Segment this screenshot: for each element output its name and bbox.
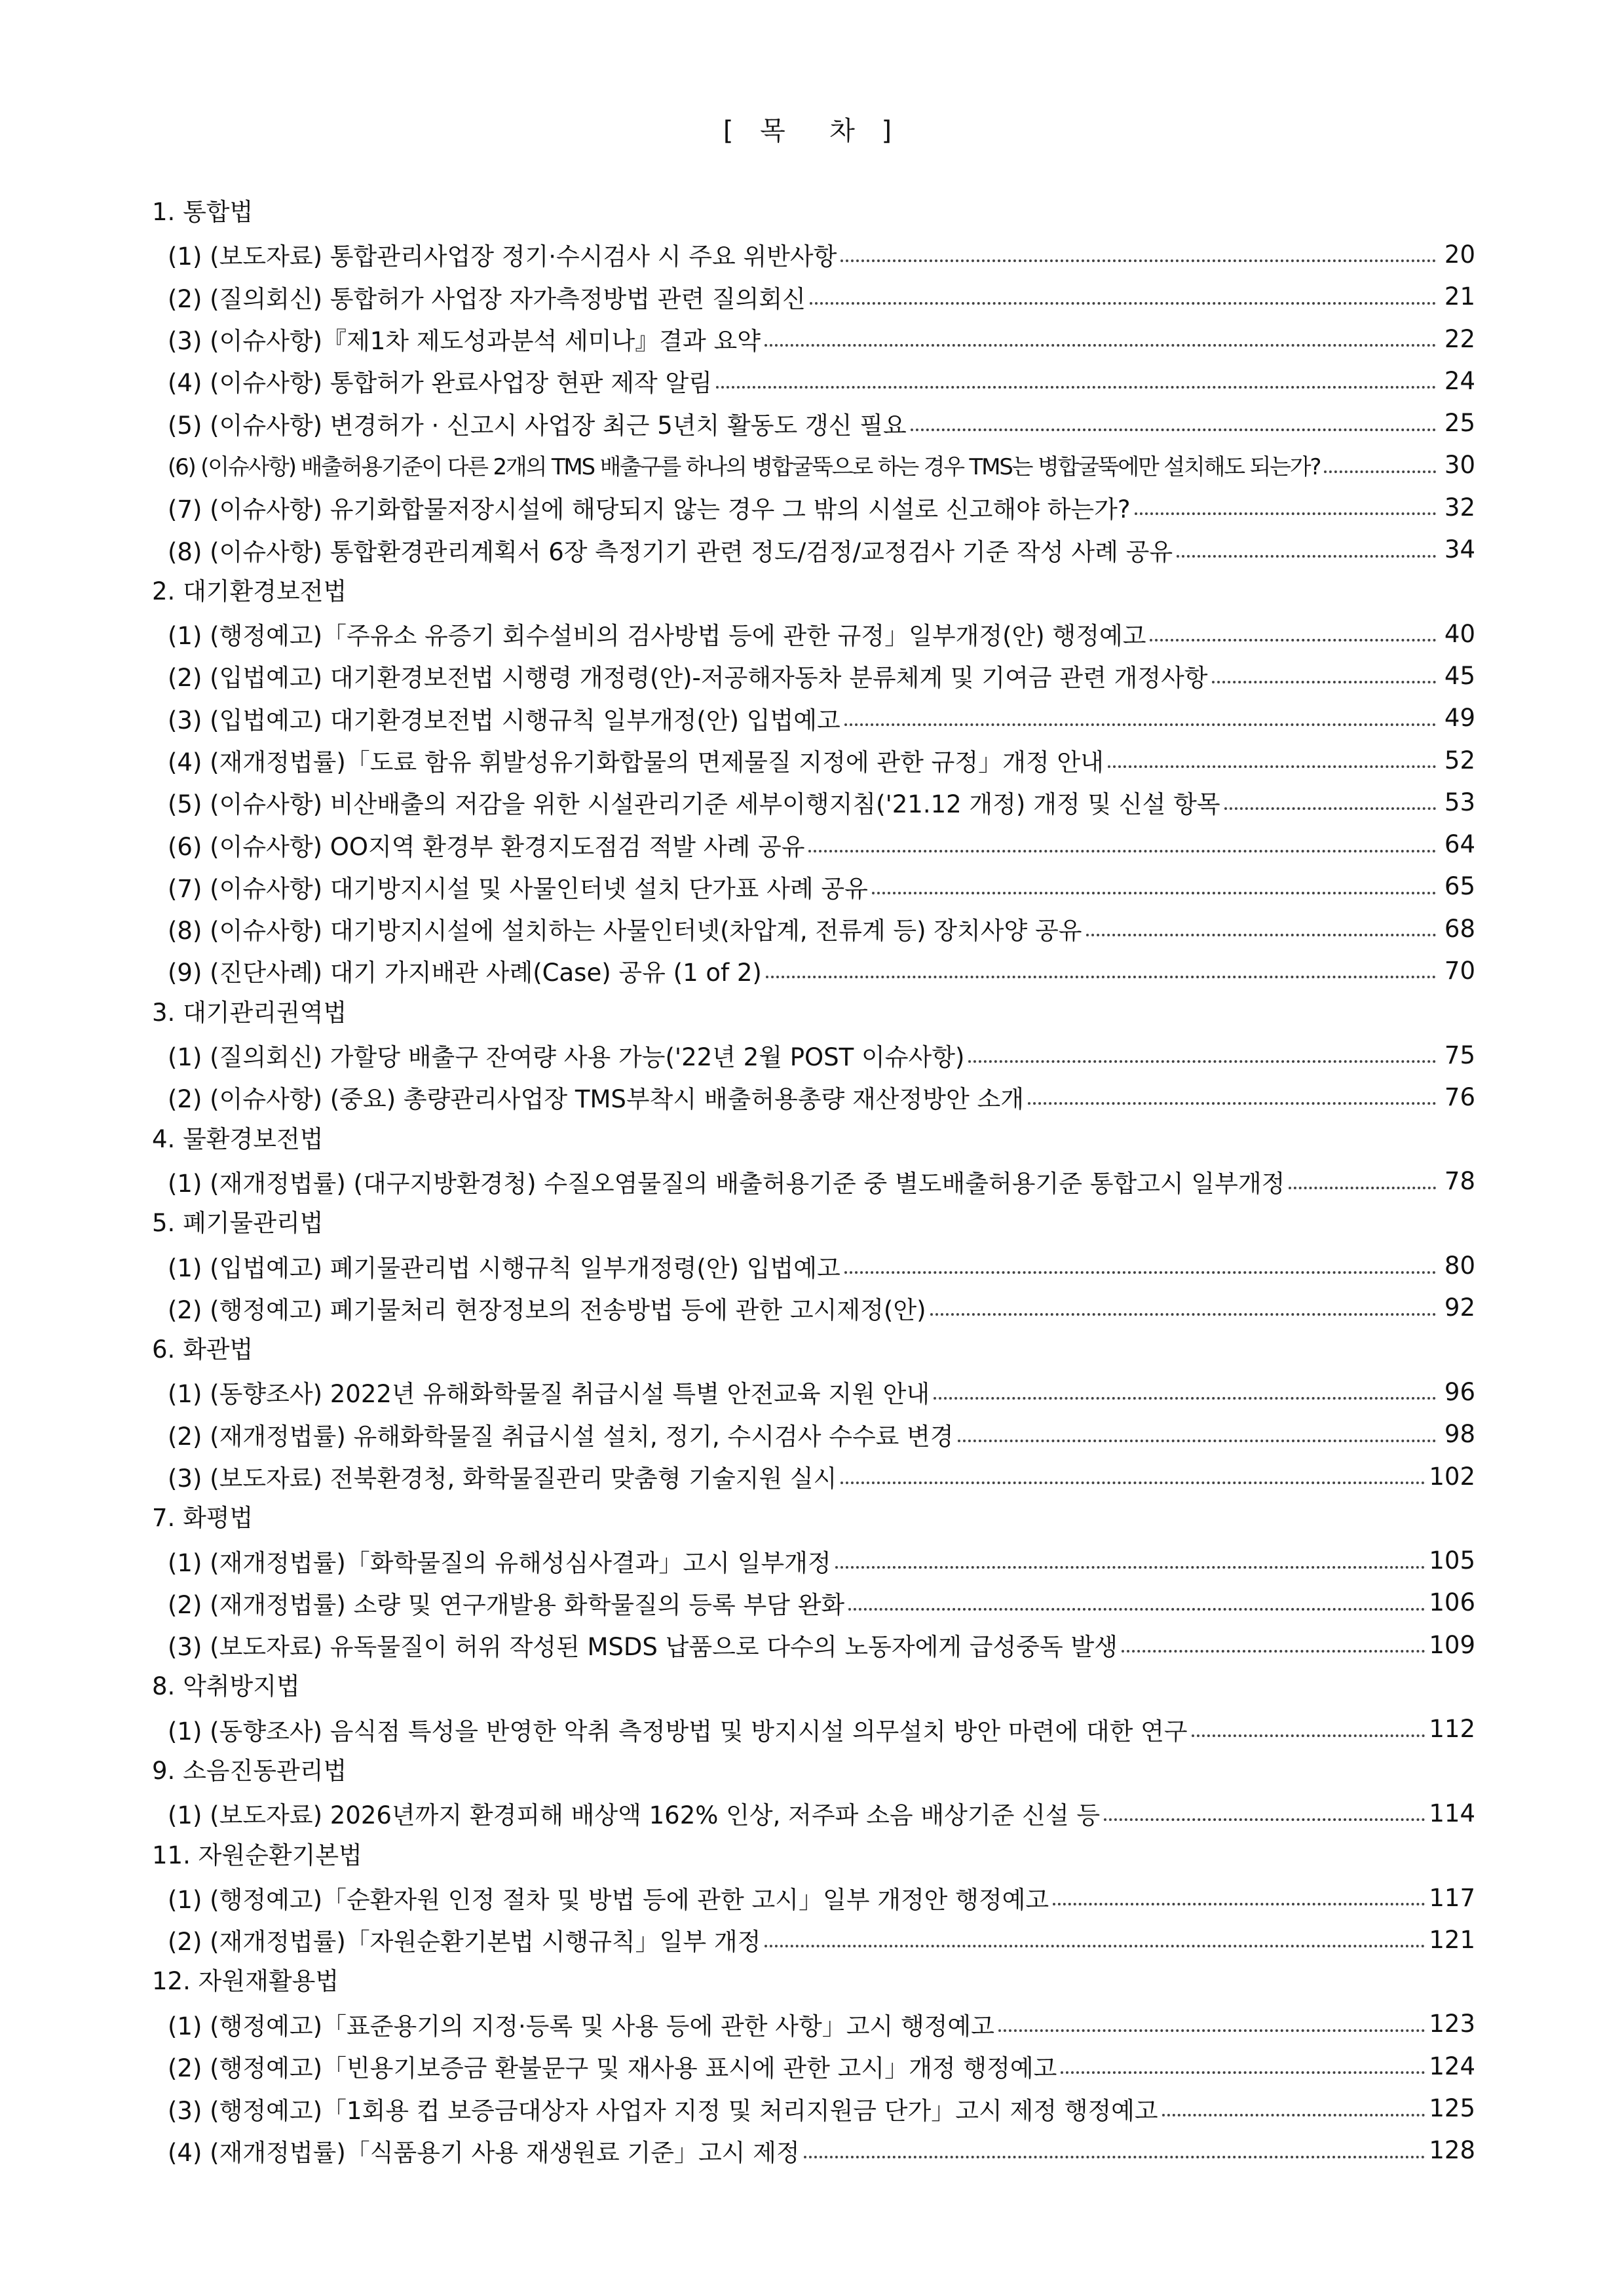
toc-entry-title: (3) (보도자료) 전북환경청, 화학물질관리 맞춤형 기술지원 실시 — [168, 1464, 837, 1493]
toc-entry-page: 102 — [1429, 1462, 1475, 1491]
toc-entry-page: 121 — [1429, 1925, 1475, 1954]
toc-entry-title: (2) (입법예고) 대기환경보전법 시행령 개정령(안)-저공해자동차 분류체계 및 기여금 관련 개정사항 — [168, 664, 1208, 693]
toc-entry-page: 125 — [1429, 2094, 1475, 2122]
dot-leader — [958, 1440, 1436, 1442]
section-heading: 7. 화평법 — [152, 1504, 254, 1533]
toc-entry-title: (1) (입법예고) 폐기물관리법 시행규칙 일부개정령(안) 입법예고 — [168, 1253, 840, 1282]
toc-entry-title: (2) (행정예고)「빈용기보증금 환불문구 및 재사용 표시에 관한 고시」개정 행정예고 — [168, 2054, 1057, 2083]
dot-leader — [1162, 2114, 1426, 2116]
section-heading: 12. 자원재활용법 — [152, 1967, 339, 1996]
dot-leader — [934, 1397, 1436, 1400]
toc-entry-title: (2) (재개정법률) 유해화학물질 취급시설 설치, 정기, 수시검사 수수료 변경 — [168, 1422, 954, 1451]
toc-entry-page: 92 — [1444, 1293, 1475, 1322]
dot-leader — [930, 1313, 1436, 1316]
toc-entry-title: (6) (이슈사항) 배출허용기준이 다른 2개의 TMS 배출구를 하나의 병합굴뚝으로 하는 경우 TMS는 병합굴뚝에만 설치해도 되는가? — [168, 454, 1321, 481]
toc-entry-page: 53 — [1444, 788, 1475, 816]
toc-entry[interactable] — [152, 2087, 1475, 2129]
dot-leader — [1289, 1187, 1436, 1189]
dot-leader — [1324, 470, 1436, 473]
toc-entry[interactable] — [152, 1582, 1475, 1624]
toc-entry[interactable] — [152, 866, 1475, 908]
toc-entry-title: (2) (재개정법률) 소량 및 연구개발용 화학물질의 등록 부담 완화 — [168, 1590, 845, 1619]
toc-entry-title: (9) (진단사례) 대기 가지배관 사례(Case) 공유 (1 of 2) — [168, 959, 762, 987]
toc-entry-page: 128 — [1429, 2136, 1475, 2165]
toc-entry-page: 124 — [1429, 2052, 1475, 2080]
dot-leader — [835, 1566, 1426, 1569]
dot-leader — [1061, 2071, 1425, 2074]
dot-leader — [1177, 555, 1436, 558]
toc-entry[interactable] — [152, 1792, 1475, 1834]
toc-entry[interactable] — [152, 1708, 1475, 1750]
toc-entry[interactable] — [152, 486, 1475, 528]
toc-entry[interactable] — [152, 276, 1475, 318]
dot-leader — [1224, 807, 1436, 810]
toc-entry-page: 25 — [1444, 409, 1475, 438]
toc-entry[interactable] — [152, 360, 1475, 402]
toc-entry-page: 65 — [1444, 872, 1475, 901]
toc-entry-title: (2) (행정예고) 폐기물처리 현장정보의 전송방법 등에 관한 고시제정(안) — [168, 1295, 926, 1324]
toc-entry-page: 98 — [1444, 1420, 1475, 1449]
dot-leader — [1104, 1818, 1425, 1821]
toc-entry-title: (3) (행정예고)「1회용 컵 보증금대상자 사업자 지정 및 처리지원금 단가」고시 제정 행정예고 — [168, 2096, 1158, 2125]
toc-entry-page: 21 — [1444, 282, 1475, 311]
toc-entry-page: 78 — [1444, 1167, 1475, 1196]
toc-entry-title: (8) (이슈사항) 대기방지시설에 설치하는 사물인터넷(차압계, 전류계 등) 장치사양 공유 — [168, 917, 1082, 946]
section-heading: 6. 화관법 — [152, 1335, 254, 1364]
section-heading: 9. 소음진동관리법 — [152, 1756, 347, 1785]
toc-entry-page: 123 — [1429, 2010, 1475, 2038]
toc-entry[interactable] — [152, 655, 1475, 697]
toc-entry-title: (1) (행정예고)「순환자원 인정 절차 및 방법 등에 관한 고시」일부 개정안 행정예고 — [168, 1886, 1049, 1915]
toc-entry-page: 96 — [1444, 1377, 1475, 1406]
dot-leader — [848, 1608, 1425, 1611]
toc-entry-page: 114 — [1429, 1799, 1475, 1827]
section-heading: 1. 통합법 — [152, 198, 254, 226]
toc-entry[interactable] — [152, 1413, 1475, 1455]
dot-leader — [766, 976, 1436, 978]
dot-leader — [844, 1271, 1436, 1274]
toc-entry-title: (3) (보도자료) 유독물질이 허위 작성된 MSDS 납품으로 다수의 노동자에게 급성중독 발생 — [168, 1633, 1118, 1662]
toc-entry-page: 68 — [1444, 914, 1475, 943]
toc-entry-page: 80 — [1444, 1252, 1475, 1280]
toc-entry[interactable] — [152, 402, 1475, 444]
toc-entry-title: (4) (재개정법률)「식품용기 사용 재생원료 기준」고시 제정 — [168, 2138, 800, 2167]
toc-entry-title: (1) (보도자료) 통합관리사업장 정기·수시검사 시 주요 위반사항 — [168, 242, 837, 271]
toc-entry[interactable] — [152, 1244, 1475, 1286]
toc-entry-page: 40 — [1444, 619, 1475, 648]
toc-entry-page: 109 — [1429, 1630, 1475, 1659]
toc-entry-title: (3) (이슈사항)『제1차 제도성과분석 세미나』결과 요약 — [168, 327, 761, 356]
dot-leader — [716, 386, 1436, 389]
toc-entry[interactable] — [152, 1371, 1475, 1413]
toc-entry-title: (6) (이슈사항) OO지역 환경부 환경지도점검 적발 사례 공유 — [168, 832, 805, 861]
toc-entry-page: 112 — [1429, 1715, 1475, 1744]
dot-leader — [1135, 512, 1437, 515]
toc-entry-title: (1) (질의회신) 가할당 배출구 잔여량 사용 가능('22년 2월 POST 이슈사항) — [168, 1043, 965, 1072]
dot-leader — [804, 2156, 1426, 2158]
toc-entry[interactable] — [152, 908, 1475, 949]
dot-leader — [1212, 681, 1436, 683]
toc-entry-title: (5) (이슈사항) 변경허가 · 신고시 사업장 최근 5년치 활동도 갱신 필요 — [168, 411, 907, 440]
toc-entry-title: (8) (이슈사항) 통합환경관리계획서 6장 측정기기 관련 정도/검정/교정검사 기준 작성 사례 공유 — [168, 537, 1173, 566]
toc-entry[interactable] — [152, 1160, 1475, 1202]
toc-entry-page: 105 — [1429, 1546, 1475, 1575]
toc-entry-title: (2) (질의회신) 통합허가 사업장 자가측정방법 관련 질의회신 — [168, 284, 806, 313]
dot-leader — [765, 1945, 1425, 1947]
toc-entry-title: (1) (행정예고)「표준용기의 지정·등록 및 사용 등에 관한 사항」고시 행정예고 — [168, 2012, 994, 2040]
toc-entry-title: (1) (행정예고)「주유소 유증기 회수설비의 검사방법 등에 관한 규정」일부개정(안) 행정예고 — [168, 622, 1146, 651]
dot-leader — [840, 1482, 1425, 1484]
dot-leader — [968, 1060, 1436, 1063]
section-heading: 8. 악취방지법 — [152, 1672, 300, 1701]
toc-entry[interactable] — [152, 444, 1475, 486]
toc-entry-page: 30 — [1444, 451, 1475, 480]
dot-leader — [1086, 934, 1437, 936]
toc-entry-page: 117 — [1429, 1883, 1475, 1912]
section-heading: 3. 대기관리권역법 — [152, 998, 347, 1027]
toc-entry-title: (1) (동향조사) 2022년 유해화학물질 취급시설 특별 안전교육 지원 안내 — [168, 1380, 930, 1409]
section-heading: 11. 자원순환기본법 — [152, 1841, 362, 1869]
toc-entry[interactable] — [152, 528, 1475, 570]
toc-entry[interactable] — [152, 823, 1475, 865]
toc-entry-page: 75 — [1444, 1041, 1475, 1069]
section-heading: 5. 폐기물관리법 — [152, 1209, 324, 1238]
dot-leader — [840, 259, 1436, 262]
dot-leader — [998, 2029, 1425, 2032]
section-heading: 2. 대기환경보전법 — [152, 577, 347, 605]
toc-entry[interactable] — [152, 1076, 1475, 1118]
dot-leader — [911, 429, 1436, 431]
dot-leader — [1108, 765, 1436, 768]
toc-entry-page: 22 — [1444, 324, 1475, 353]
dot-leader — [1150, 639, 1436, 641]
toc-entry-page: 64 — [1444, 830, 1475, 859]
dot-leader — [844, 723, 1436, 726]
toc-entry[interactable] — [152, 1540, 1475, 1582]
toc-entry-title: (1) (재개정법률)「화학물질의 유해성심사결과」고시 일부개정 — [168, 1548, 831, 1577]
toc-entry[interactable] — [152, 318, 1475, 360]
toc-entry-page: 24 — [1444, 366, 1475, 395]
toc-entry-title: (7) (이슈사항) 유기화합물저장시설에 해당되지 않는 경우 그 밖의 시설로 신고해야 하는가? — [168, 495, 1131, 524]
toc-entry[interactable] — [152, 1919, 1475, 1961]
toc-entry-title: (2) (이슈사항) (중요) 총량관리사업장 TMS부착시 배출허용총량 재산정방안 소개 — [168, 1085, 1025, 1114]
toc-entry-title: (2) (재개정법률)「자원순환기본법 시행규칙」일부 개정 — [168, 1928, 761, 1957]
toc-entry[interactable] — [152, 613, 1475, 655]
section-heading: 4. 물환경보전법 — [152, 1124, 324, 1153]
dot-leader — [810, 302, 1436, 305]
toc-entry[interactable] — [152, 949, 1475, 991]
toc-entry-title: (1) (재개정법률) (대구지방환경청) 수질오염물질의 배출허용기준 중 별도배출허용기준 통합고시 일부개정 — [168, 1169, 1285, 1198]
dot-leader — [1192, 1734, 1426, 1737]
toc-entry[interactable] — [152, 2130, 1475, 2172]
toc-entry-page: 52 — [1444, 746, 1475, 775]
dot-leader — [1028, 1102, 1436, 1105]
toc-entry-page: 49 — [1444, 704, 1475, 733]
toc-entry-title: (5) (이슈사항) 비산배출의 저감을 위한 시설관리기준 세부이행지침('21.12 개정) 개정 및 신설 항목 — [168, 790, 1220, 819]
toc-entry-page: 45 — [1444, 661, 1475, 690]
dot-leader — [872, 892, 1436, 894]
dot-leader — [1122, 1650, 1425, 1653]
dot-leader — [808, 850, 1436, 852]
toc-entry-page: 106 — [1429, 1588, 1475, 1617]
toc-title: [ 목 차 ] — [723, 116, 901, 146]
toc-entry-title: (4) (이슈사항) 통합허가 완료사업장 현판 제작 알림 — [168, 369, 712, 398]
toc-entry[interactable] — [152, 1455, 1475, 1497]
toc-entry[interactable] — [152, 739, 1475, 781]
toc-entry-title: (1) (보도자료) 2026년까지 환경피해 배상액 162% 인상, 저주파 소음 배상기준 신설 등 — [168, 1801, 1101, 1830]
dot-leader — [765, 344, 1436, 347]
toc-entry-title: (7) (이슈사항) 대기방지시설 및 사물인터넷 설치 단가표 사례 공유 — [168, 874, 868, 903]
toc-entry[interactable] — [152, 2045, 1475, 2087]
toc-entry-title: (3) (입법예고) 대기환경보전법 시행규칙 일부개정(안) 입법예고 — [168, 706, 840, 735]
toc-entry[interactable] — [152, 1877, 1475, 1919]
table-of-contents — [152, 191, 1475, 2172]
toc-entry-page: 32 — [1444, 493, 1475, 522]
toc-entry-title: (1) (동향조사) 음식점 특성을 반영한 악취 측정방법 및 방지시설 의무설치 방안 마련에 대한 연구 — [168, 1717, 1188, 1746]
toc-entry[interactable] — [152, 1034, 1475, 1076]
toc-entry-title: (4) (재개정법률)「도료 함유 휘발성유기화합물의 면제물질 지정에 관한 규정」개정 안내 — [168, 748, 1104, 776]
dot-leader — [1053, 1903, 1425, 1905]
toc-entry[interactable] — [152, 2003, 1475, 2045]
toc-entry-page: 70 — [1444, 956, 1475, 985]
toc-entry[interactable] — [152, 1624, 1475, 1666]
toc-entry[interactable] — [152, 781, 1475, 823]
toc-entry-page: 76 — [1444, 1082, 1475, 1111]
toc-entry-page: 34 — [1444, 535, 1475, 564]
toc-entry-page: 20 — [1444, 240, 1475, 269]
toc-entry[interactable] — [152, 233, 1475, 275]
toc-entry[interactable] — [152, 1287, 1475, 1329]
toc-entry[interactable] — [152, 697, 1475, 739]
